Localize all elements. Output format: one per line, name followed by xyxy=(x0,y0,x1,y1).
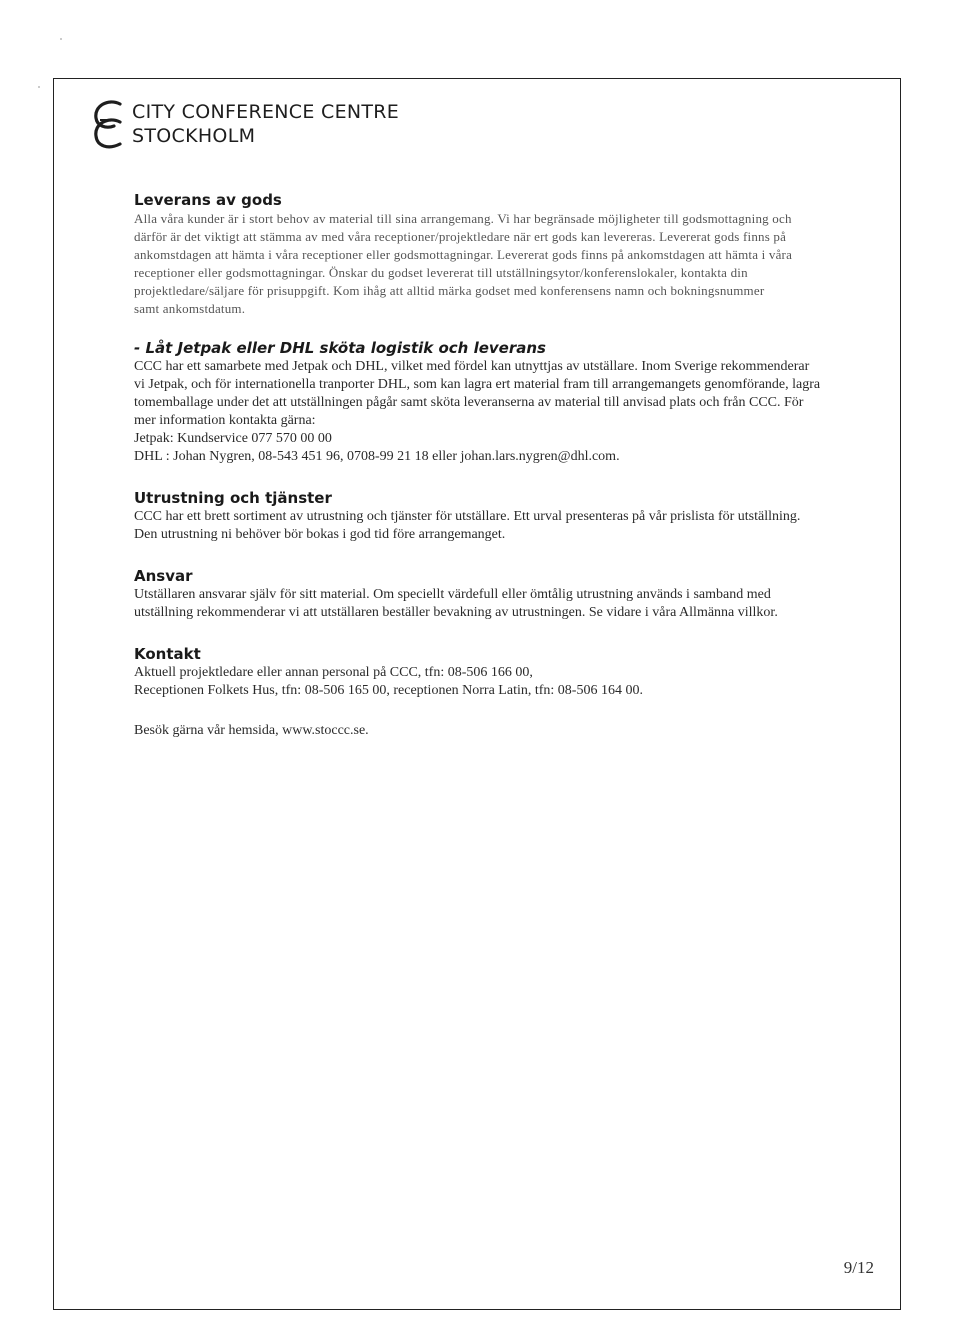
section-heading: Ansvar xyxy=(134,567,193,585)
text-line: Jetpak: Kundservice 077 570 00 00 xyxy=(134,431,332,446)
text-line: därför är det viktigt att stämma av med våra receptioner/projektledare när ert gods kan levereras. Levererat gods finns på xyxy=(134,229,787,244)
text-line: CCC har ett brett sortiment av utrustning och tjänster för utställare. Ett urval presenteras på vår prislista för utställning. xyxy=(134,509,801,524)
logo-line-1: CITY CONFERENCE CENTRE xyxy=(132,101,400,123)
section-paragraph xyxy=(134,664,874,700)
text-line: utställning rekommenderar vi att utställaren beställer bevakning av utrustningen. Se vidare i våra Allmänna villkor. xyxy=(134,605,778,620)
document-body xyxy=(134,190,874,740)
section-paragraph xyxy=(134,210,874,318)
text-line: receptioner eller godsmottagningar. Önskar du godset levererat till utställningsytor/konferenslokaler, kontakta din xyxy=(134,265,748,280)
ccc-logo-icon xyxy=(90,96,130,152)
footer-note xyxy=(134,722,874,740)
text-line: Alla våra kunder är i stort behov av material till sina arrangemang. Vi har begränsade möjligheter till godsmottagning och xyxy=(134,211,792,226)
scan-speck xyxy=(60,38,62,40)
section-paragraph xyxy=(134,586,874,622)
logo-wordmark xyxy=(132,100,399,148)
logo-line-2: STOCKHOLM xyxy=(132,125,256,147)
section-heading: Leverans av gods xyxy=(134,191,282,209)
section-heading: Kontakt xyxy=(134,645,201,663)
website-note: Besök gärna vår hemsida, www.stoccc.se. xyxy=(134,723,369,738)
text-line: mer information kontakta gärna: xyxy=(134,413,316,428)
text-line: Aktuell projektledare eller annan personal på CCC, tfn: 08-506 166 00, xyxy=(134,665,533,680)
section-paragraph xyxy=(134,358,874,466)
text-line: Den utrustning ni behöver bör bokas i god tid före arrangemanget. xyxy=(134,527,506,542)
text-line: CCC har ett samarbete med Jetpak och DHL, vilket med fördel kan utnyttjas av utställare. Inom Sverige rekommenderar xyxy=(134,359,810,374)
scan-speck xyxy=(38,86,40,88)
section-leverans xyxy=(134,190,874,318)
company-logo xyxy=(90,96,420,152)
section-kontakt xyxy=(134,644,874,700)
section-ansvar xyxy=(134,566,874,622)
text-line: tomemballage under det att utställningen pågår samt sköta leveranserna av material till anvisad plats och från CCC. För xyxy=(134,395,804,410)
section-jetpak-dhl xyxy=(134,338,874,466)
text-line: projektledare/säljare för prisuppgift. Kom ihåg att alltid märka godset med konferensens namn och bokningsnummer xyxy=(134,283,765,298)
page-number: 9/12 xyxy=(843,1258,874,1277)
section-paragraph xyxy=(134,508,874,544)
text-line: vi Jetpak, och för internationella tranporter DHL, som kan lagra ert material fram till arrangemangets genomförande, lagra xyxy=(134,377,821,392)
text-line: DHL : Johan Nygren, 08-543 451 96, 0708-99 21 18 eller johan.lars.nygren@dhl.com. xyxy=(134,449,620,464)
section-utrustning xyxy=(134,488,874,544)
text-line: ankomstdagen att hämta i våra receptioner eller godsmottagningar. Levererat gods finns på ankomstdagen att hämta i våra xyxy=(134,247,793,262)
text-line: samt ankomstdatum. xyxy=(134,301,246,316)
section-heading: Utrustning och tjänster xyxy=(134,489,332,507)
text-line: Receptionen Folkets Hus, tfn: 08-506 165 00, receptionen Norra Latin, tfn: 08-506 164 00. xyxy=(134,683,643,698)
text-line: Utställaren ansvarar själv för sitt material. Om speciellt värdefull eller ömtålig utrustning används i samband med xyxy=(134,587,771,602)
section-heading: - Låt Jetpak eller DHL sköta logistik och leverans xyxy=(134,339,546,357)
